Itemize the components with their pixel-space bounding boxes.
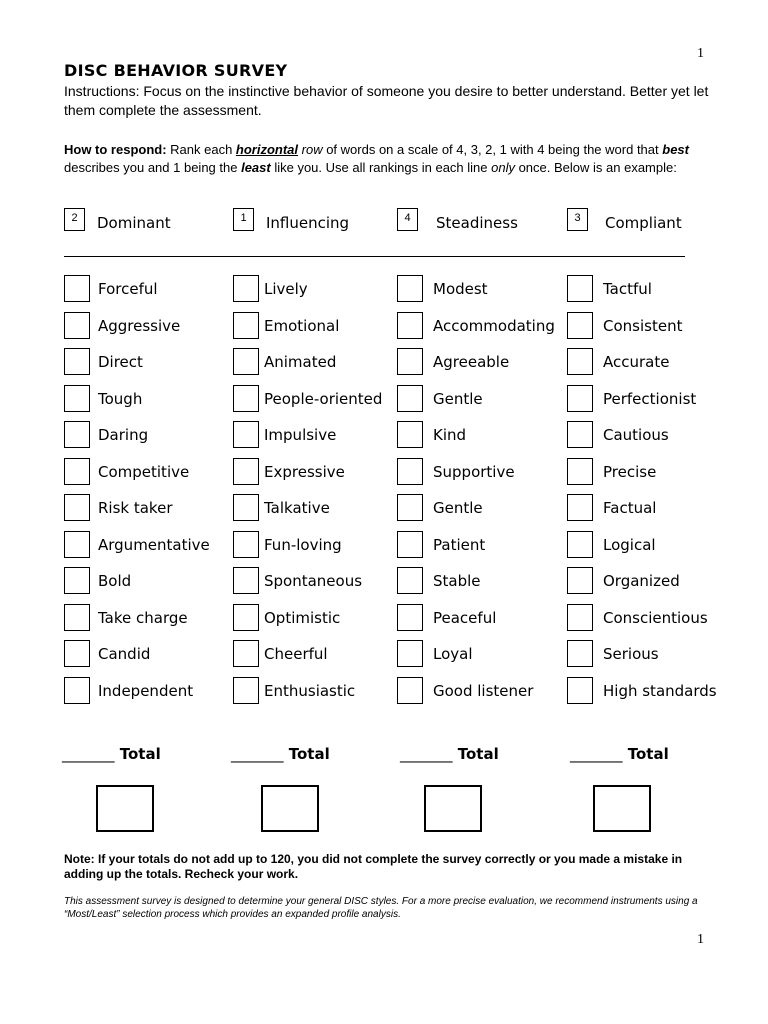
example-word: Influencing: [266, 214, 350, 232]
survey-word: High standards: [603, 682, 717, 700]
rank-checkbox[interactable]: [397, 385, 423, 412]
rank-checkbox[interactable]: [567, 275, 593, 302]
total-label: Total: [288, 745, 330, 763]
horizontal-emphasis: horizontal: [235, 142, 299, 157]
survey-word: Daring: [98, 426, 149, 444]
best-emphasis: best: [662, 142, 689, 157]
total-line: [400, 745, 499, 763]
survey-word: Patient: [433, 536, 486, 554]
survey-word: Enthusiastic: [264, 682, 356, 700]
rank-checkbox[interactable]: [64, 677, 90, 704]
rank-checkbox[interactable]: [567, 640, 593, 667]
survey-word: Forceful: [98, 280, 158, 298]
rank-checkbox[interactable]: [397, 348, 423, 375]
survey-word: Tactful: [603, 280, 652, 298]
row-emphasis: row: [298, 142, 323, 157]
rank-checkbox[interactable]: [567, 385, 593, 412]
example-rank-box: 4: [397, 208, 418, 231]
rank-checkbox[interactable]: [397, 640, 423, 667]
survey-word: Candid: [98, 645, 151, 663]
rank-checkbox[interactable]: [397, 677, 423, 704]
survey-word: Competitive: [98, 463, 190, 481]
rank-checkbox[interactable]: [567, 494, 593, 521]
rank-checkbox[interactable]: [233, 604, 259, 631]
survey-word: Stable: [433, 572, 481, 590]
survey-word: Optimistic: [264, 609, 341, 627]
rank-checkbox[interactable]: [64, 567, 90, 594]
total-box[interactable]: [96, 785, 154, 832]
rank-checkbox[interactable]: [233, 458, 259, 485]
survey-word: Emotional: [264, 317, 340, 335]
least-emphasis: least: [241, 160, 271, 175]
survey-word: Accommodating: [433, 317, 555, 335]
rank-checkbox[interactable]: [233, 494, 259, 521]
survey-word: Modest: [433, 280, 488, 298]
rank-checkbox[interactable]: [64, 385, 90, 412]
survey-word: Fun-loving: [264, 536, 342, 554]
rank-checkbox[interactable]: [397, 275, 423, 302]
rank-checkbox[interactable]: [64, 494, 90, 521]
survey-word: Impulsive: [264, 426, 337, 444]
example-rank-box: 3: [567, 208, 588, 231]
survey-word: People-oriented: [264, 390, 383, 408]
example-word: Steadiness: [436, 214, 518, 232]
survey-word: Serious: [603, 645, 659, 663]
page-title: DISC BEHAVIOR SURVEY: [64, 61, 288, 80]
rank-checkbox[interactable]: [397, 312, 423, 339]
survey-word: Logical: [603, 536, 656, 554]
survey-word: Agreeable: [433, 353, 510, 371]
disclaimer-text: This assessment survey is designed to determine your general DISC styles. For a more precise evaluation, we recommend instruments using a “Most/Least” selection process which provides an expanded profile analysis.: [64, 896, 698, 920]
how-to-text-6: once. Below is an example:: [514, 160, 677, 175]
rank-checkbox[interactable]: [64, 604, 90, 631]
example-rank-box: 2: [64, 208, 85, 231]
rank-checkbox[interactable]: [233, 567, 259, 594]
survey-word: Peaceful: [433, 609, 497, 627]
survey-word: Animated: [264, 353, 337, 371]
rank-checkbox[interactable]: [233, 640, 259, 667]
survey-word: Accurate: [603, 353, 670, 371]
how-to-text-4: describes you and 1 being the: [64, 160, 242, 175]
survey-word: Lively: [264, 280, 308, 298]
how-to-text-5: like you. Use all rankings in each line: [270, 160, 492, 175]
total-box[interactable]: [261, 785, 319, 832]
instructions-text: Instructions: Focus on the instinctive behavior of someone you desire to better understand. Better yet let them complete the assessment.: [64, 83, 709, 118]
only-emphasis: only: [491, 160, 515, 175]
total-line: [62, 745, 161, 763]
how-to-respond: [64, 141, 714, 177]
total-box[interactable]: [593, 785, 651, 832]
rank-checkbox[interactable]: [64, 458, 90, 485]
rank-checkbox[interactable]: [64, 312, 90, 339]
survey-word: Bold: [98, 572, 132, 590]
survey-word: Take charge: [98, 609, 188, 627]
survey-word: Risk taker: [98, 499, 173, 517]
rank-checkbox[interactable]: [397, 604, 423, 631]
rank-checkbox[interactable]: [64, 531, 90, 558]
rank-checkbox[interactable]: [567, 421, 593, 448]
page-number-top: 1: [697, 46, 704, 61]
rank-checkbox[interactable]: [397, 531, 423, 558]
total-blank: _______: [231, 745, 284, 763]
rank-checkbox[interactable]: [233, 348, 259, 375]
rank-checkbox[interactable]: [64, 275, 90, 302]
rank-checkbox[interactable]: [567, 604, 593, 631]
how-to-text-3: of words on a scale of 4, 3, 2, 1 with 4 being the word that: [322, 142, 663, 157]
survey-word: Supportive: [433, 463, 515, 481]
survey-word: Loyal: [433, 645, 473, 663]
total-line: [570, 745, 669, 763]
total-label: Total: [119, 745, 161, 763]
survey-word: Cautious: [603, 426, 669, 444]
survey-word: Cheerful: [264, 645, 328, 663]
total-blank: _______: [62, 745, 115, 763]
survey-word: Good listener: [433, 682, 534, 700]
total-label: Total: [627, 745, 669, 763]
rank-checkbox[interactable]: [397, 421, 423, 448]
survey-word: Organized: [603, 572, 680, 590]
total-blank: _______: [400, 745, 453, 763]
rank-checkbox[interactable]: [567, 312, 593, 339]
total-line: [231, 745, 330, 763]
example-rank-box: 1: [233, 208, 254, 231]
rank-checkbox[interactable]: [233, 677, 259, 704]
how-to-label: How to respond:: [64, 142, 167, 157]
total-label: Total: [457, 745, 499, 763]
survey-word: Talkative: [264, 499, 330, 517]
how-to-text-1: Rank each: [166, 142, 236, 157]
rank-checkbox[interactable]: [567, 677, 593, 704]
rank-checkbox[interactable]: [397, 567, 423, 594]
total-blank: _______: [570, 745, 623, 763]
rank-checkbox[interactable]: [233, 275, 259, 302]
survey-word: Direct: [98, 353, 143, 371]
survey-word: Gentle: [433, 499, 483, 517]
rank-checkbox[interactable]: [397, 458, 423, 485]
survey-word: Consistent: [603, 317, 683, 335]
rank-checkbox[interactable]: [567, 348, 593, 375]
survey-word: Perfectionist: [603, 390, 697, 408]
rank-checkbox[interactable]: [233, 312, 259, 339]
rank-checkbox[interactable]: [64, 421, 90, 448]
survey-word: Gentle: [433, 390, 483, 408]
survey-word: Aggressive: [98, 317, 181, 335]
rank-checkbox[interactable]: [397, 494, 423, 521]
rank-checkbox[interactable]: [233, 385, 259, 412]
rank-checkbox[interactable]: [233, 421, 259, 448]
total-box[interactable]: [424, 785, 482, 832]
rank-checkbox[interactable]: [567, 458, 593, 485]
survey-word: Spontaneous: [264, 572, 363, 590]
rank-checkbox[interactable]: [64, 348, 90, 375]
example-word: Dominant: [97, 214, 171, 232]
rank-checkbox[interactable]: [567, 567, 593, 594]
survey-word: Expressive: [264, 463, 345, 481]
survey-word: Independent: [98, 682, 194, 700]
rank-checkbox[interactable]: [64, 640, 90, 667]
survey-word: Factual: [603, 499, 657, 517]
survey-word: Argumentative: [98, 536, 210, 554]
divider: [64, 256, 685, 257]
note-text: Note: If your totals do not add up to 120, you did not complete the survey correctly or you made a mistake in adding up the totals. Recheck your work.: [64, 852, 683, 881]
survey-word: Precise: [603, 463, 657, 481]
rank-checkbox[interactable]: [567, 531, 593, 558]
survey-word: Conscientious: [603, 609, 708, 627]
example-word: Compliant: [605, 214, 682, 232]
survey-word: Kind: [433, 426, 467, 444]
rank-checkbox[interactable]: [233, 531, 259, 558]
survey-word: Tough: [98, 390, 143, 408]
page-number-bottom: 1: [697, 932, 704, 947]
